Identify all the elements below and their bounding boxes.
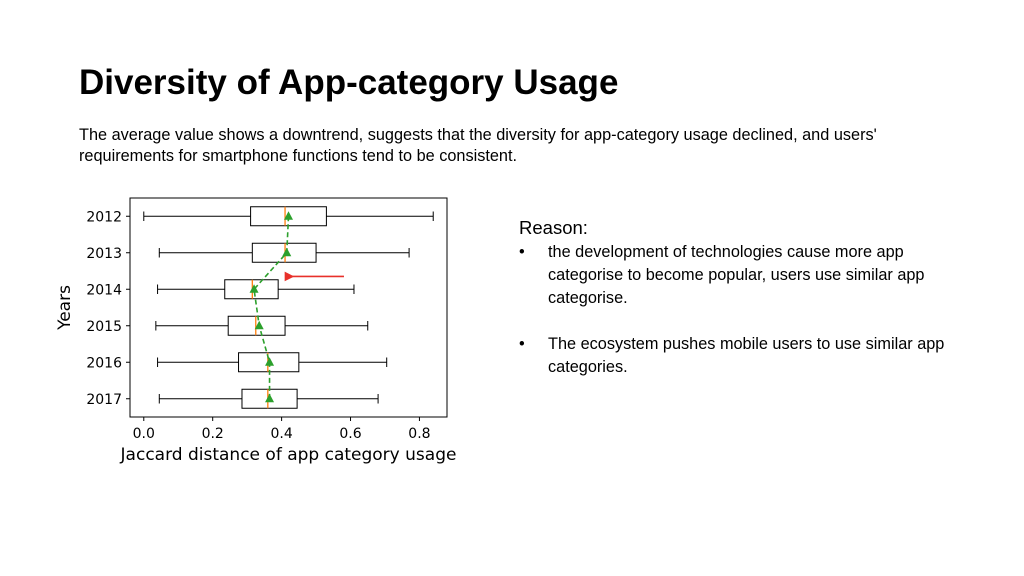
plot-frame [130, 198, 447, 417]
boxplot-chart [50, 190, 480, 475]
bullet-marker: • [519, 335, 525, 353]
bullet-marker: • [519, 243, 525, 261]
page-title: Diversity of App-category Usage [79, 63, 619, 102]
x-tick-label: 0.0 [132, 426, 155, 442]
y-tick-label: 2016 [86, 355, 122, 372]
reason-panel [519, 216, 959, 402]
reason-item-text: The ecosystem pushes mobile users to use similar app categories. [548, 335, 945, 376]
y-tick-label: 2012 [86, 209, 122, 226]
y-tick-label: 2015 [86, 318, 122, 335]
y-tick-label: 2017 [86, 391, 122, 408]
x-axis-label: Jaccard distance of app category usage [120, 445, 457, 465]
reason-item [519, 333, 959, 379]
boxplot-svg [50, 190, 480, 475]
page-subtitle: The average value shows a downtrend, suggests that the diversity for app-category usage declined, and users' requirements for smartphone functions tend to be consistent. [79, 126, 877, 165]
x-tick-label: 0.8 [408, 426, 431, 442]
reason-item-text: the development of technologies cause more app categorise to become popular, users use similar app categorise. [548, 243, 925, 307]
y-tick-label: 2014 [86, 282, 122, 299]
reason-item [519, 241, 959, 310]
x-tick-label: 0.6 [339, 426, 362, 442]
x-tick-label: 0.2 [201, 426, 224, 442]
reason-heading: Reason: [519, 217, 588, 238]
x-tick-label: 0.4 [270, 426, 293, 442]
reason-list [519, 241, 959, 379]
y-tick-label: 2013 [86, 245, 122, 262]
y-axis-label: Years [55, 285, 75, 330]
